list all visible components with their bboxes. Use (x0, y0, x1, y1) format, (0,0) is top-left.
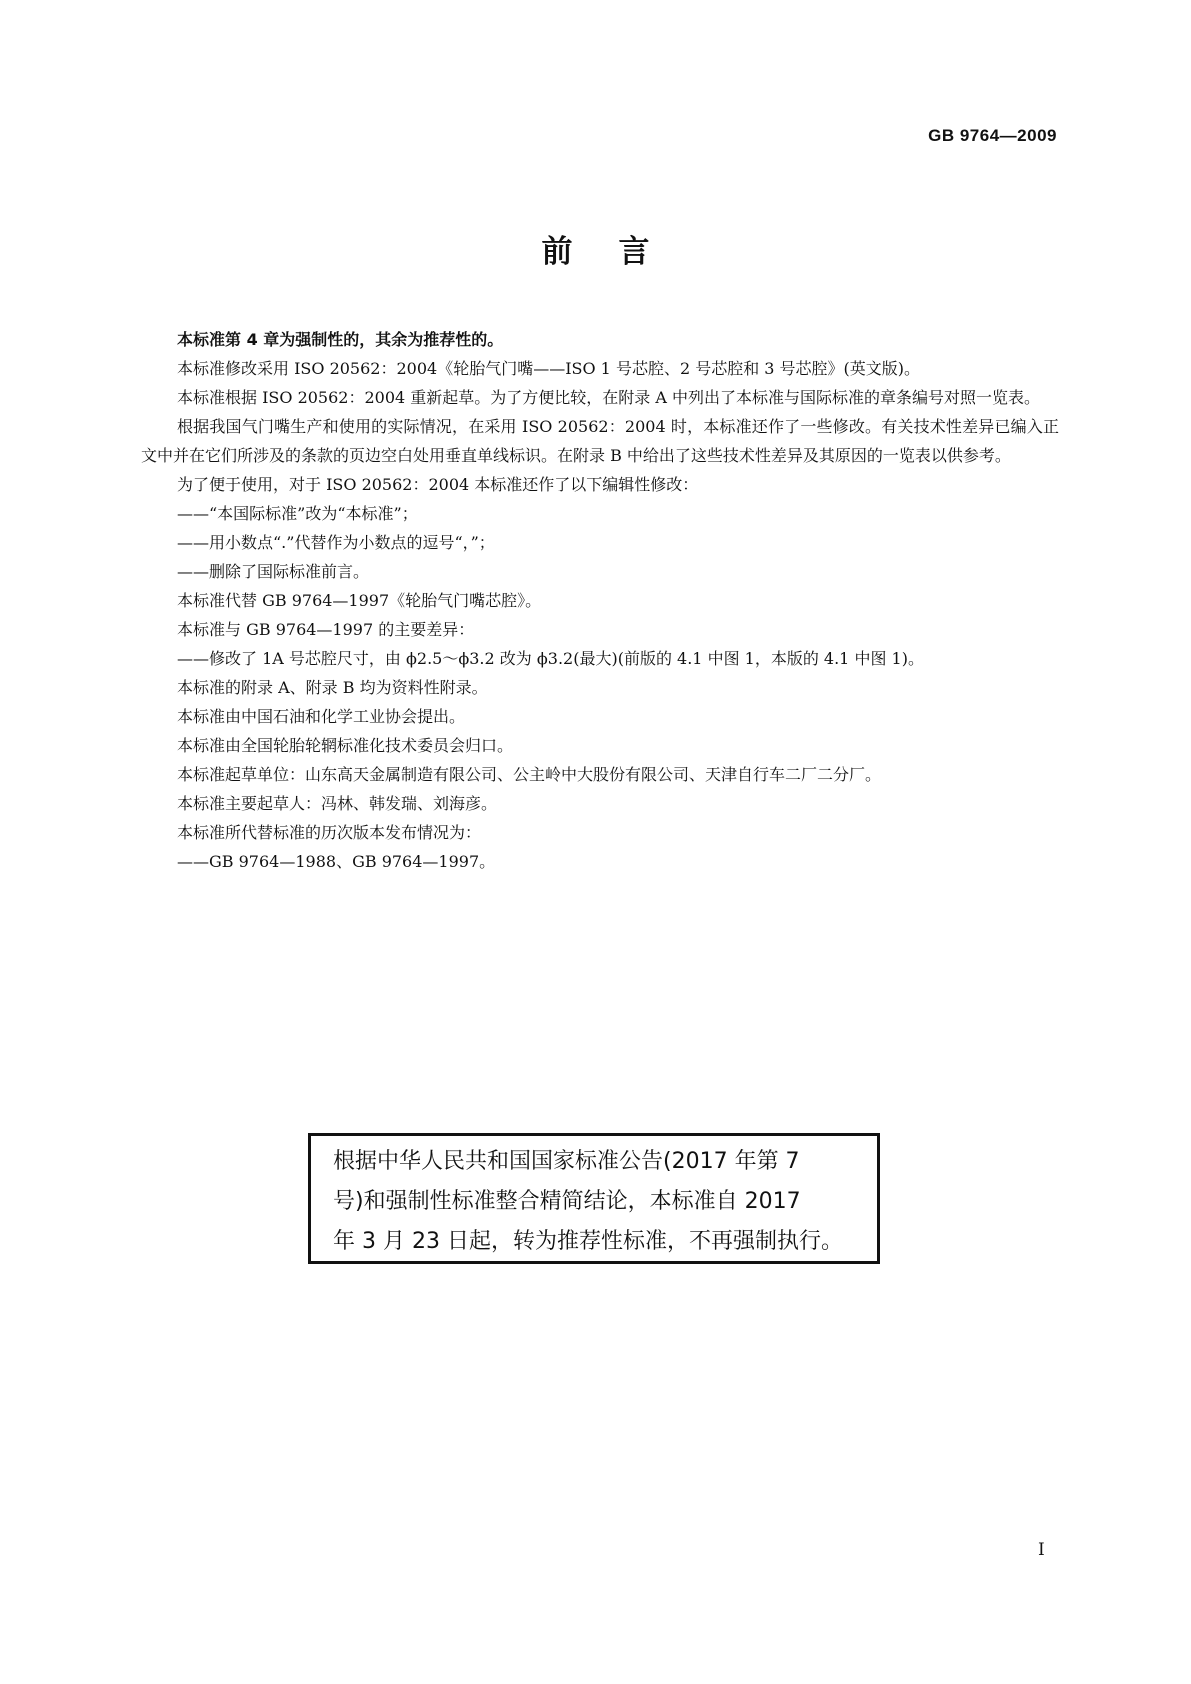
notice-line: 根据中华人民共和国国家标准公告(2017 年第 7 (333, 1149, 800, 1174)
paragraph-annexes: 本标准的附录 A、附录 B 均为资料性附录。 (177, 678, 488, 697)
paragraph-replaces: 本标准代替 GB 9764—1997《轮胎气门嘴芯腔》。 (177, 591, 542, 610)
paragraph-technical-deviations: 根据我国气门嘴生产和使用的实际情况，在采用 ISO 20562：2004 时，本标准还作了一些修改。有关技术性差异已编入正文中并在它们所涉及的条款的页边空白处用垂直单线标识。在附录 B 中给出了这些技术性差异及其原因的一览表以供参考。 (141, 417, 1059, 465)
page-title: 前言 (541, 234, 696, 270)
list-item-editorial-2: ——用小数点“.”代替作为小数点的逗号“，”； (177, 533, 495, 552)
paragraph-drafting-units: 本标准起草单位：山东高天金属制造有限公司、公主岭中大股份有限公司、天津自行车二厂二分厂。 (177, 765, 882, 784)
paragraph-history-intro: 本标准所代替标准的历次版本发布情况为： (177, 823, 482, 842)
notice-line: 年 3 月 23 日起，转为推荐性标准，不再强制执行。 (333, 1229, 843, 1254)
notice-line: 号)和强制性标准整合精简结论，本标准自 2017 (333, 1189, 801, 1214)
list-item-editorial-1: ——“本国际标准”改为“本标准”； (177, 504, 418, 523)
foreword-body (141, 325, 1059, 876)
list-item-editorial-3: ——删除了国际标准前言。 (177, 562, 370, 581)
paragraph-proposed-by: 本标准由中国石油和化学工业协会提出。 (177, 707, 466, 726)
paragraph-adoption: 本标准修改采用 ISO 20562：2004《轮胎气门嘴——ISO 1 号芯腔、2 号芯腔和 3 号芯腔》(英文版)。 (177, 359, 921, 378)
list-item-history-1: ——GB 9764—1988、GB 9764—1997。 (177, 852, 496, 871)
notice-box (308, 1133, 880, 1264)
list-item-difference-1: ——修改了 1A 号芯腔尺寸，由 ϕ2.5～ϕ3.2 改为 ϕ3.2(最大)(前版的 4.1 中图 1，本版的 4.1 中图 1)。 (177, 649, 924, 668)
paragraph-drafters: 本标准主要起草人：冯林、韩发瑞、刘海彦。 (177, 794, 498, 813)
paragraph-redrafting: 本标准根据 ISO 20562：2004 重新起草。为了方便比较，在附录 A 中列出了本标准与国际标准的章条编号对照一览表。 (177, 388, 1041, 407)
paragraph-editorial-intro: 为了便于使用，对于 ISO 20562：2004 本标准还作了以下编辑性修改： (177, 475, 699, 494)
standard-code: GB 9764—2009 (928, 126, 1057, 145)
paragraph-main-differences: 本标准与 GB 9764—1997 的主要差异： (177, 620, 475, 639)
paragraph-mandatory-scope: 本标准第 4 章为强制性的，其余为推荐性的。 (177, 330, 504, 349)
page-number: I (1038, 1540, 1045, 1560)
paragraph-centralized-by: 本标准由全国轮胎轮辋标准化技术委员会归口。 (177, 736, 514, 755)
